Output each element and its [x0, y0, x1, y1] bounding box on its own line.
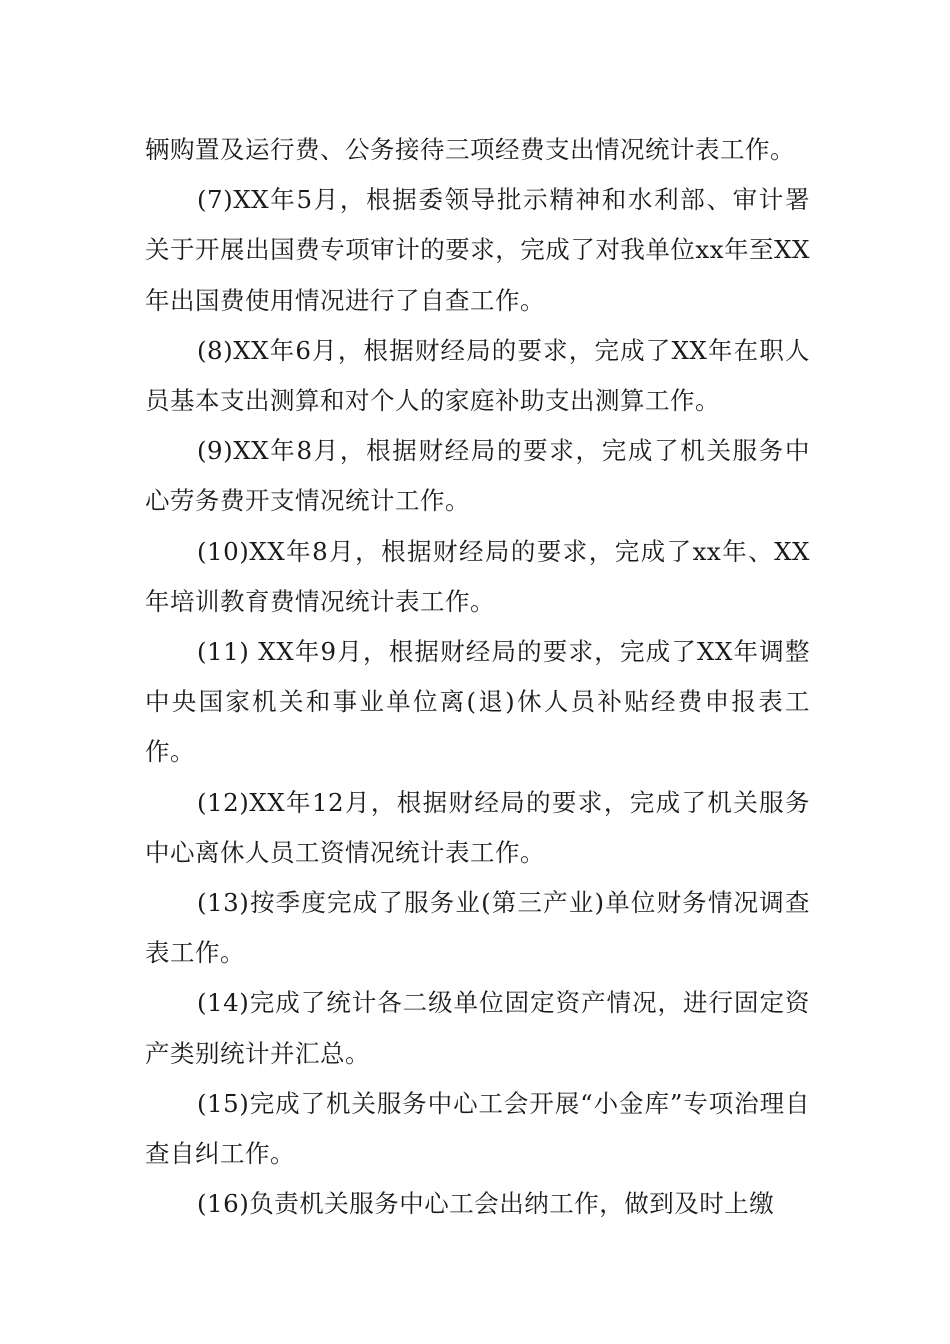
paragraph-item-16: (16)负责机关服务中心工会出纳工作，做到及时上缴	[197, 1189, 775, 1219]
paragraph-continuation: 辆购置及运行费、公务接待三项经费支出情况统计表工作。	[145, 135, 795, 164]
paragraph-item-11: (11) XX年9月，根据财经局的要求，完成了XX年调整中央国家机关和事业单位离(退)休人员补贴经费申报表工作。	[145, 637, 810, 767]
paragraph-item-7: (7)XX年5月，根据委领导批示精神和水利部、审计署关于开展出国费专项审计的要求，完成了对我单位xx年至XX年出国费使用情况进行了自查工作。	[145, 185, 810, 315]
paragraph-item-9: (9)XX年8月，根据财经局的要求，完成了机关服务中心劳务费开支情况统计工作。	[145, 436, 810, 516]
document-body	[145, 125, 810, 1229]
paragraph-item-8: (8)XX年6月，根据财经局的要求，完成了XX年在职人员基本支出测算和对个人的家庭补助支出测算工作。	[145, 335, 810, 416]
paragraph-item-13: (13)按季度完成了服务业(第三产业)单位财务情况调查表工作。	[145, 888, 810, 968]
paragraph-item-15: (15)完成了机关服务中心工会开展“小金库”专项治理自查自纠工作。	[145, 1088, 810, 1169]
paragraph-item-10: (10)XX年8月，根据财经局的要求，完成了xx年、XX年培训教育费情况统计表工作。	[145, 536, 810, 616]
paragraph-item-12: (12)XX年12月，根据财经局的要求，完成了机关服务中心离休人员工资情况统计表工作。	[145, 787, 810, 867]
paragraph-item-14: (14)完成了统计各二级单位固定资产情况，进行固定资产类别统计并汇总。	[145, 988, 810, 1068]
